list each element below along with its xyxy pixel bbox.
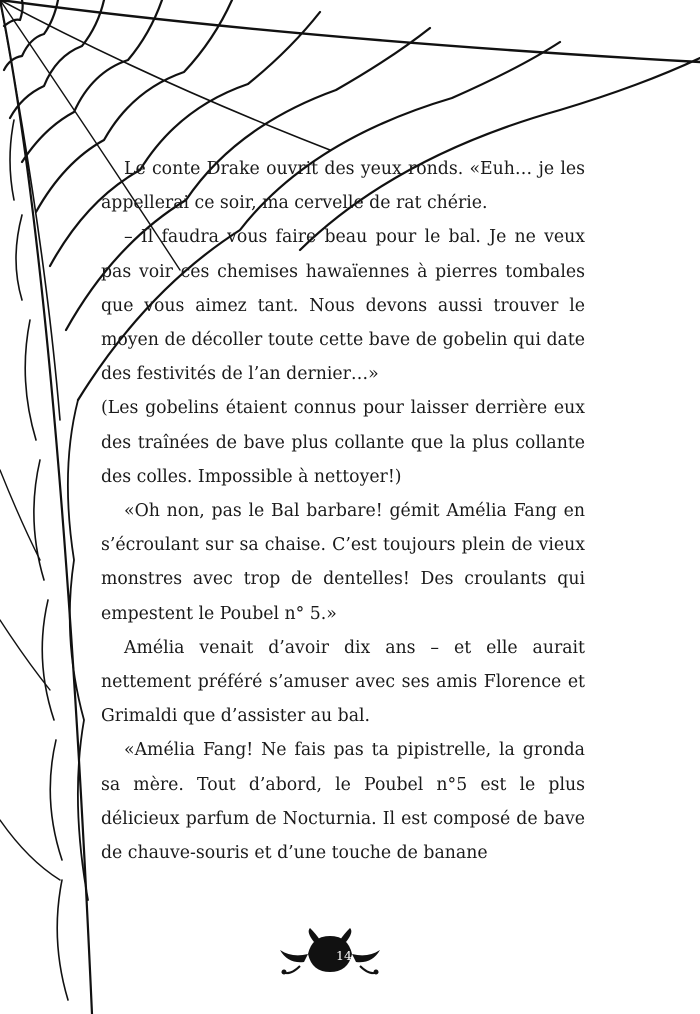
paragraph: Le conte Drake ouvrit des yeux ronds. «Euh… je les appellerai ce soir, ma cervelle de rat chérie.	[101, 159, 585, 214]
paragraph: Amélia venait d’avoir dix ans – et elle aurait nettement préféré s’amuser avec ses amis Florence et Grimaldi que d’assister au bal.	[101, 637, 585, 727]
paragraph: «Amélia Fang! Ne fais pas ta pipistrelle, la gronda sa mère. Tout d’abord, le Poubel n°5 est le plus délicieux parfum de Nocturnia. Il est composé de bave de chauve-souris et d’une touche de banane	[101, 740, 585, 864]
paragraph: (Les gobelins étaient connus pour laisser derrière eux des traînées de bave plus collante que la plus collante des colles. Impossible à nettoyer!)	[101, 398, 585, 487]
body-text	[101, 152, 585, 870]
paragraph: – Il faudra vous faire beau pour le bal. Je ne veux pas voir ces chemises hawaïennes à pierres tombales que vous aimez tant. Nous devons aussi trouver le moyen de décoller toute cette bave de gobelin qui date des festivités de l’an dernier…»	[101, 227, 585, 385]
page-number: 14	[336, 948, 352, 963]
paragraph: «Oh non, pas le Bal barbare! gémit Amélia Fang en s’écroulant sur sa chaise. C’est toujours plein de vieux monstres avec trop de dentelles! Des croulants qui empestent le Poubel n° 5.»	[101, 501, 585, 624]
